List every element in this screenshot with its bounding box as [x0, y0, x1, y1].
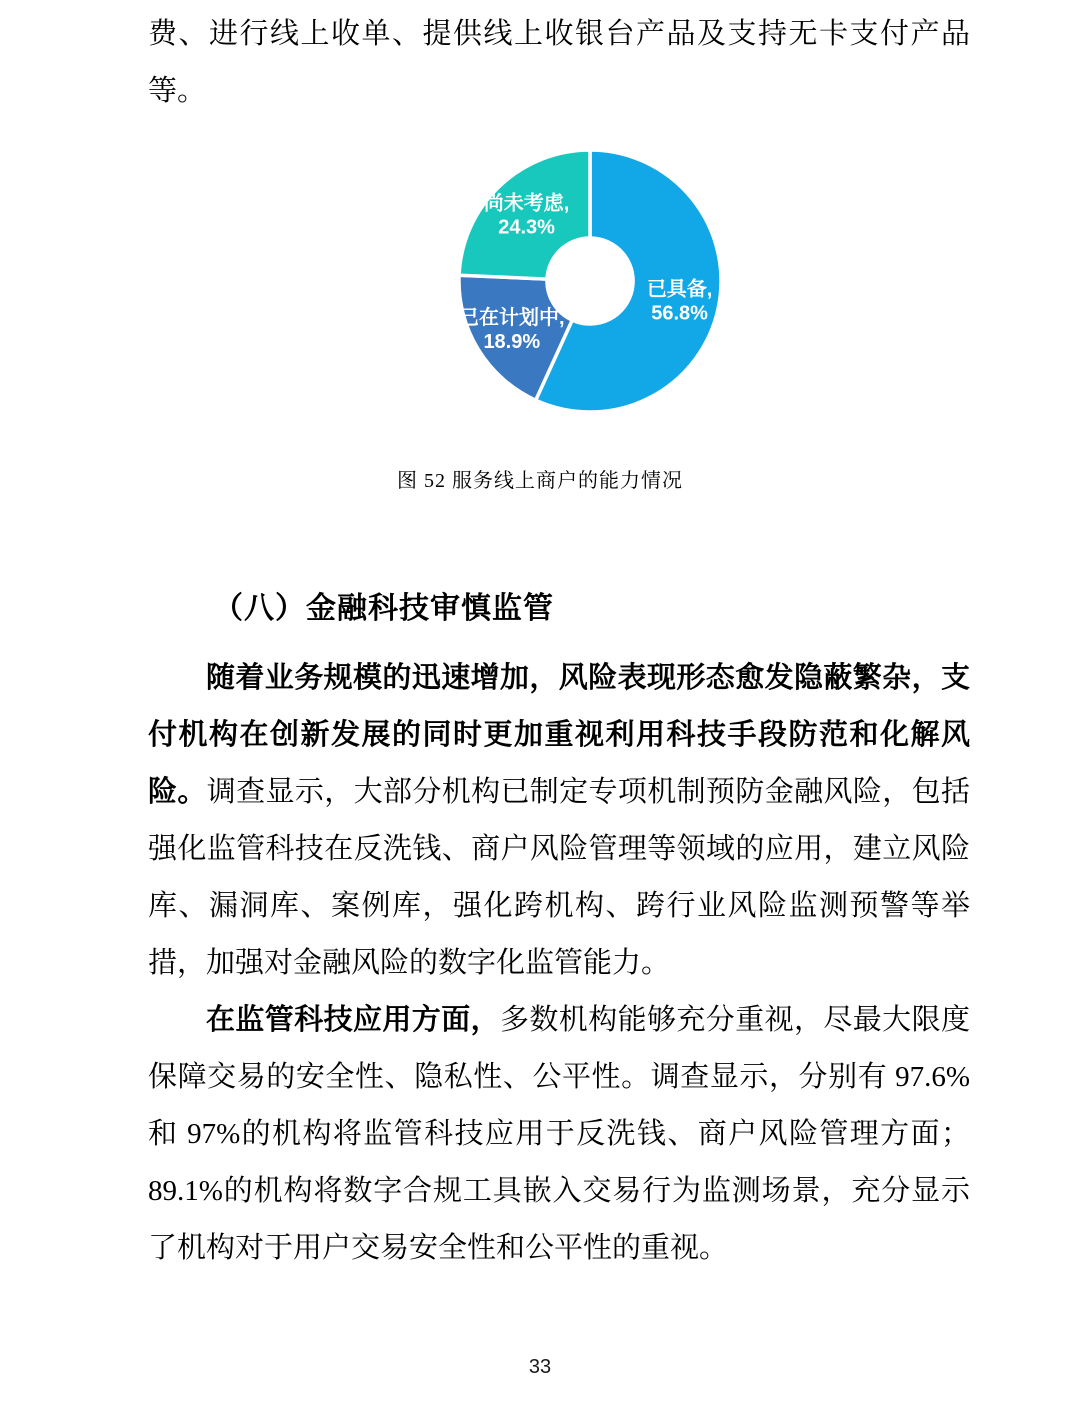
text-run: 调查显示，大部分机构已制定专项机制预防金融风险，包括强化监管科技在反洗钱、商户风险管理等领域的应用，建立风险库、漏洞库、案例库，强化跨机构、跨行业风险监测预警等举措，加强对金融风险的数字化监管能力。 — [148, 776, 970, 979]
text-run: 多数机构能够充分重视，尽最大限度保障交易的安全性、隐私性、公平性。调查显示，分别有 97.6%和 97%的机构将监管科技应用于反洗钱、商户风险管理方面；89.1%的机构将数字合规工具嵌入交易行为监测场景，充分显示了机构对于用户交易安全性和公平性的重视。 — [148, 1004, 970, 1264]
bold-run: 随着业务规模的迅速增加，风险表现形态愈发隐蔽繁杂，支付机构在创新发展的同时更加重视利用科技手段防范和化解风险。 — [148, 662, 970, 808]
pie-label-尚未考虑: 尚未考虑, 24.3% — [483, 192, 570, 239]
section-body — [148, 650, 970, 1277]
body-paragraph — [148, 650, 970, 992]
section-heading: （八）金融科技审慎监管 — [213, 592, 554, 625]
page-number: 33 — [528, 1356, 552, 1378]
figure-caption: 图 52 服务线上商户的能力情况 — [397, 470, 683, 492]
body-paragraph — [148, 992, 970, 1277]
pie-label-已在计划中: 已在计划中, 18.9% — [459, 306, 565, 353]
figure-52-chart — [440, 146, 740, 416]
bold-run: 在监管科技应用方面， — [206, 1004, 500, 1036]
pie-label-已具备: 已具备, 56.8% — [646, 278, 713, 325]
donut-chart — [440, 146, 740, 416]
intro-paragraph: 费、进行线上收单、提供线上收银台产品及支持无卡支付产品等。 — [148, 18, 970, 107]
